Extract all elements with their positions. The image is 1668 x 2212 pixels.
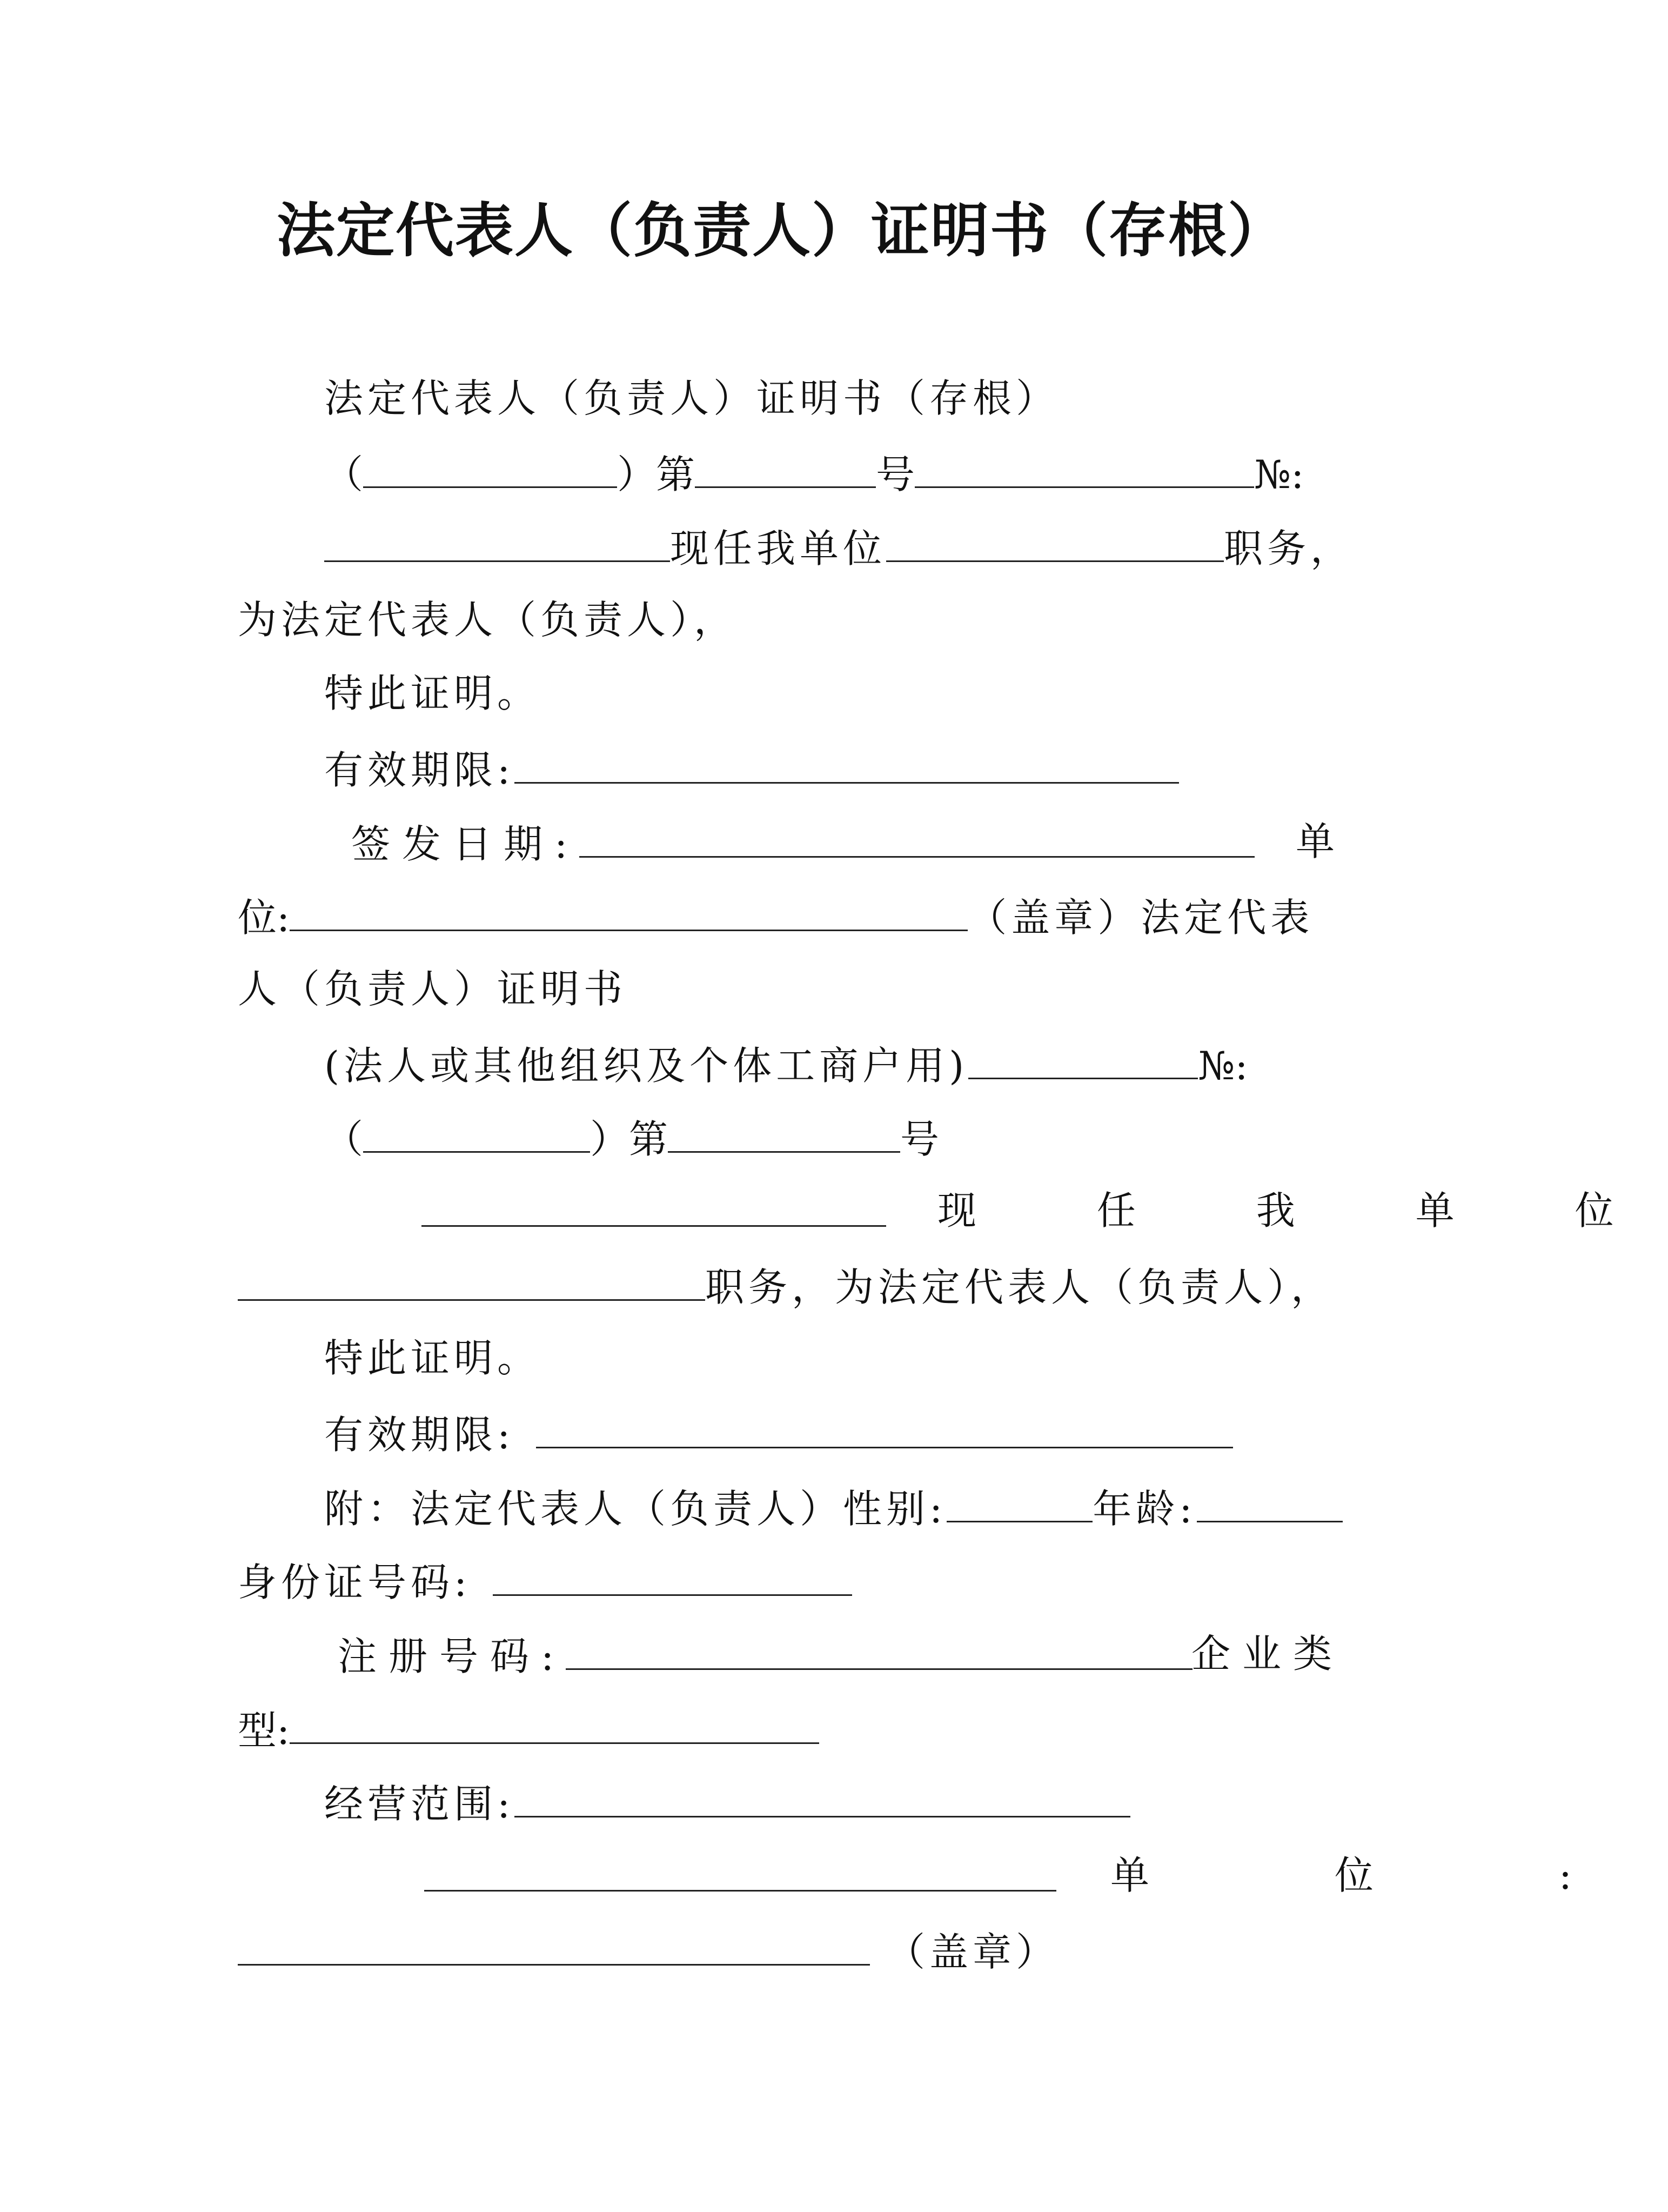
stub-validity-line: [324, 738, 1179, 797]
stub-unit-seal-line: [238, 885, 1314, 945]
open-paren: （: [324, 452, 364, 497]
scope-label: 经营范围:: [324, 1781, 515, 1827]
cert-unit-blank[interactable]: [424, 1846, 1056, 1892]
document-title: 法定代表人（负责人）证明书（存根）: [276, 197, 1287, 265]
cert-unit-label: [1110, 1846, 1658, 1905]
close-paren-di: ）第: [617, 452, 695, 497]
cert-number-line: [324, 1107, 939, 1166]
cert-tail-text: 人（负责人）证明书: [238, 966, 627, 1012]
stub-certify-line: [324, 664, 540, 723]
stub-heading-text: 法定代表人（负责人）证明书（存根）: [324, 376, 1060, 421]
cert-seal-blank[interactable]: [238, 1920, 870, 1966]
cert-serial-blank[interactable]: [968, 1033, 1198, 1079]
stub-issue-date-line: [351, 812, 1255, 871]
certify-text: 特此证明。: [324, 671, 541, 716]
issue-date-label: 签发日期:: [351, 821, 580, 867]
hao-label: 号: [876, 452, 915, 497]
cert-enterprise-line: [238, 1698, 819, 1757]
cert-validity-line: [324, 1402, 1233, 1462]
enterprise-label-a: 企业类: [1191, 1631, 1344, 1676]
appendix-label: 附：法定代表人（负责人）性别:: [324, 1486, 947, 1532]
age-blank[interactable]: [1197, 1476, 1343, 1522]
cert-id-line: [238, 1550, 852, 1609]
cert-open-paren: （: [324, 1117, 364, 1162]
cert-seal-line: [238, 1920, 1059, 1979]
enterprise-type-blank[interactable]: [290, 1698, 819, 1744]
cert-enterprise-a: [1191, 1624, 1344, 1683]
cert-reg-line: [338, 1624, 1193, 1683]
stub-as-rep-line: [238, 590, 737, 650]
age-label: 年龄:: [1093, 1486, 1197, 1532]
unit-label-a: 单: [1296, 819, 1335, 864]
cert-title-line: [238, 959, 627, 1019]
cert-appendix-line: [324, 1476, 1343, 1536]
seal-rep-label: （盖章）法定代表: [968, 895, 1314, 940]
cert-close-paren-di: ）第: [590, 1117, 668, 1162]
reg-number-label: 注册号码:: [338, 1634, 566, 1679]
position-blank[interactable]: [886, 516, 1224, 562]
cert-no-label: №:: [1198, 1043, 1248, 1088]
category-blank[interactable]: [363, 442, 617, 488]
reg-number-blank[interactable]: [566, 1624, 1193, 1670]
gender-blank[interactable]: [947, 1476, 1093, 1522]
cert-usage-line: [324, 1033, 1248, 1093]
cert-unit-sign-line: [424, 1846, 1056, 1905]
stub-unit-label-a: [1296, 812, 1335, 871]
cert-position-rep: 职务，为法定代表人（负责人），: [705, 1265, 1335, 1310]
id-number-blank[interactable]: [493, 1550, 852, 1596]
cert-position-line: [238, 1255, 1334, 1314]
cert-validity-label: 有效期限:: [324, 1412, 515, 1458]
issue-date-blank[interactable]: [579, 812, 1255, 858]
cert-validity-blank[interactable]: [536, 1402, 1233, 1448]
number-blank[interactable]: [695, 442, 876, 488]
stub-unit-line: [324, 516, 1354, 576]
scope-blank[interactable]: [514, 1772, 1130, 1817]
cert-category-blank[interactable]: [363, 1107, 590, 1153]
no-label: №:: [1254, 452, 1304, 497]
name-blank[interactable]: [324, 516, 670, 562]
cert-position-blank[interactable]: [238, 1255, 705, 1301]
validity-label: 有效期限:: [324, 747, 515, 793]
cert-unit-line: [421, 1181, 886, 1240]
cert-hao-label: 号: [900, 1117, 940, 1162]
unit-label-b: 位:: [238, 895, 290, 940]
stub-heading: [324, 369, 1059, 428]
current-unit-label: 现任我单位: [670, 526, 887, 571]
validity-blank[interactable]: [514, 738, 1179, 784]
usage-text: (法人或其他组织及个体工商户用): [324, 1043, 969, 1088]
cert-scope-line: [324, 1772, 1130, 1831]
cert-current-unit-label: 现 任 我 单 位: [937, 1188, 1668, 1233]
serial-blank[interactable]: [915, 442, 1254, 488]
id-number-label: 身份证号码:: [238, 1560, 472, 1605]
position-label: 职务，: [1224, 526, 1354, 571]
as-rep-text: 为法定代表人（负责人），: [238, 597, 738, 643]
cert-number-blank[interactable]: [668, 1107, 900, 1153]
cert-unit-text: 单 位 :: [1110, 1853, 1659, 1898]
enterprise-label-b: 型:: [238, 1708, 290, 1753]
stub-number-line: [324, 442, 1304, 502]
unit-blank[interactable]: [290, 885, 968, 931]
cert-certify-text: 特此证明。: [324, 1335, 541, 1381]
cert-certify-line: [324, 1328, 540, 1388]
seal-label: （盖章）: [886, 1929, 1060, 1975]
cert-name-blank[interactable]: [421, 1181, 886, 1227]
cert-current-unit: [937, 1181, 1668, 1240]
